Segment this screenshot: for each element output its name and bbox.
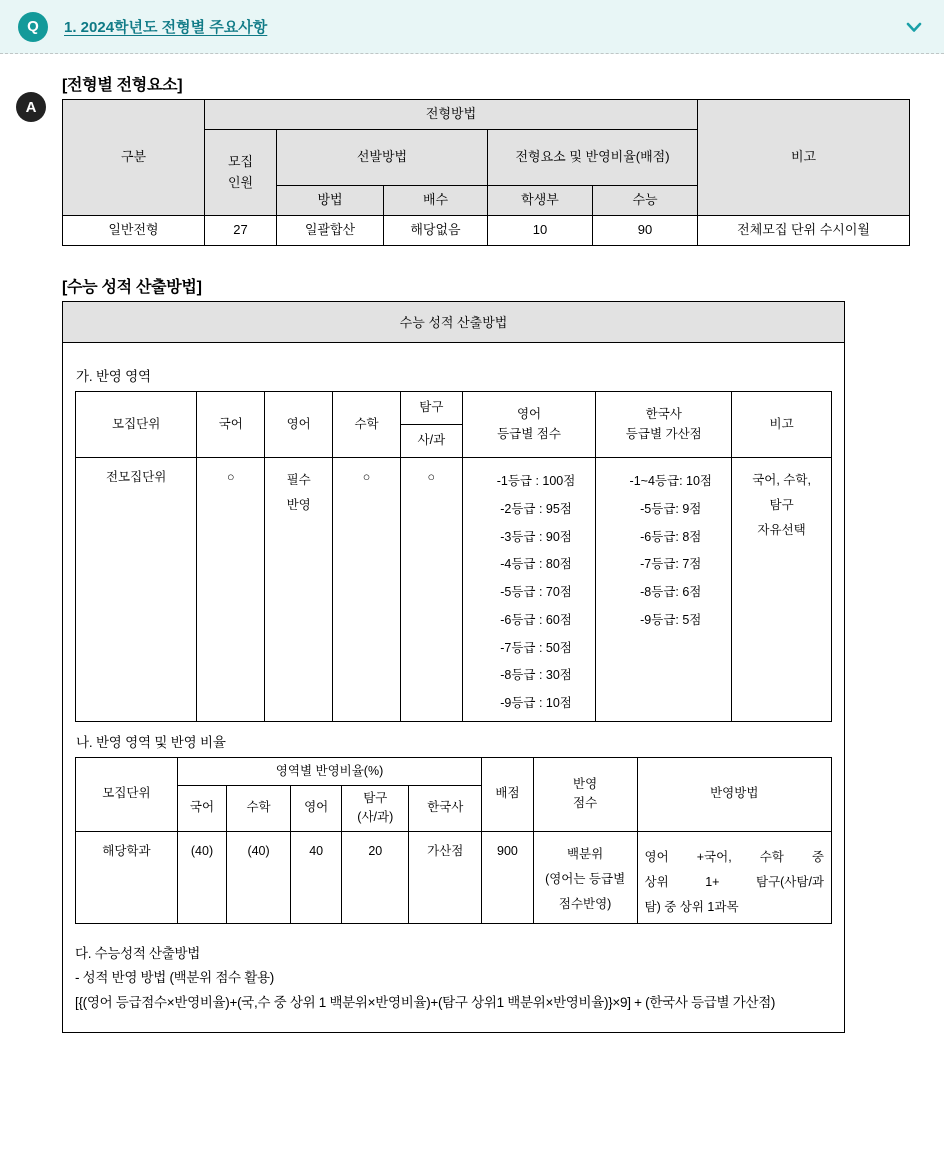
cell-remark: 전체모집 단위 수시이월: [698, 216, 910, 246]
table-row: [63, 216, 910, 246]
table-admission-elements: [62, 99, 910, 246]
header-math: 수학: [227, 785, 291, 831]
table-row: [63, 100, 910, 130]
question-badge: Q: [18, 12, 48, 42]
score-item: -2등급 : 95점: [500, 501, 572, 516]
header-history-bonus: [596, 392, 732, 458]
question-title[interactable]: 1. 2024학년도 전형별 주요사항: [64, 19, 268, 36]
cell-inquiry: 20: [342, 831, 409, 923]
score-item: -8등급: 6점: [640, 585, 702, 599]
header-korean: 국어: [197, 392, 265, 458]
reflect-score-line: (영어는 등급별: [545, 871, 626, 886]
cell-english-line1: 필수: [286, 473, 311, 487]
header-inquiry: 탐구: [400, 392, 462, 425]
cell-history-scores: [596, 458, 732, 722]
remark-line: 탐구: [769, 498, 794, 512]
header-history-line2: 등급별 가산점: [625, 426, 702, 441]
header-history: 한국사: [409, 785, 482, 831]
score-item: -9등급 : 10점: [500, 696, 572, 710]
cell-reflect-score: [533, 831, 637, 923]
cell-english: [265, 458, 333, 722]
cell-korean: ○: [197, 458, 265, 722]
remark-line: 국어, 수학,: [752, 473, 811, 487]
suneung-calc-box-body: [63, 343, 844, 1032]
header-inquiry-line1: 탐구: [363, 790, 388, 805]
cell-math: ○: [333, 458, 401, 722]
header-ratio-group: 영역별 반영비율(%): [177, 757, 481, 785]
header-allocation: 배점: [482, 757, 533, 831]
header-remark: 비고: [732, 392, 832, 458]
answer-badge: A: [16, 92, 46, 122]
score-item: -1~4등급: 10점: [629, 474, 712, 488]
cell-history: 가산점: [409, 831, 482, 923]
cell-english-line2: 반영: [286, 498, 311, 512]
header-reflect-score: [533, 757, 637, 831]
cell-math: (40): [227, 831, 291, 923]
reflect-score-line: 점수반영): [558, 896, 612, 911]
cell-unit: 해당학과: [76, 831, 178, 923]
score-item: -5등급: 9점: [640, 501, 702, 516]
question-header[interactable]: [0, 0, 944, 54]
header-remark: 비고: [698, 100, 910, 216]
cell-school-record: 10: [488, 216, 593, 246]
cell-gubun: 일반전형: [63, 216, 205, 246]
sublabel-reflect-areas: 가. 반영 영역: [76, 369, 151, 384]
cell-suneung: 90: [593, 216, 698, 246]
remark-line: 자유선택: [757, 523, 806, 537]
cell-english: 40: [290, 831, 341, 923]
header-suneung: 수능: [593, 186, 698, 216]
header-inquiry: [342, 785, 409, 831]
header-quota-line1: 모집: [227, 154, 254, 170]
table-row: [76, 392, 832, 425]
table-row: [76, 831, 832, 923]
cell-reflect-method: [637, 831, 831, 923]
score-item: -4등급 : 80점: [500, 557, 572, 572]
answer-section: [0, 54, 944, 1033]
header-english-grade-score: [462, 392, 596, 458]
header-school-record: 학생부: [488, 186, 593, 216]
reflect-method-line: 상위 1+ 탐구(사탐/과: [644, 874, 824, 889]
section-title-admission-elements: [전형별 전형요소]: [62, 77, 183, 94]
header-gubun: 구분: [63, 100, 205, 216]
cell-unit: 전모집단위: [76, 458, 197, 722]
score-item: -3등급 : 90점: [500, 529, 572, 544]
header-unit: 모집단위: [76, 392, 197, 458]
table-reflect-areas: [75, 391, 832, 722]
calc-label: 다. 수능성적 산출방법: [75, 945, 201, 961]
cell-english-grade-scores: [462, 458, 596, 722]
chevron-down-icon[interactable]: [902, 15, 926, 39]
header-unit: 모집단위: [76, 757, 178, 831]
header-quota: [205, 130, 277, 216]
sublabel-reflect-ratio: 나. 반영 영역 및 반영 비율: [76, 734, 226, 750]
score-item: -6등급: 8점: [640, 529, 702, 544]
table-row: [76, 757, 832, 785]
suneung-calc-box: [62, 301, 845, 1033]
score-item: -1등급 : 100점: [496, 474, 576, 488]
header-reflect-score-line1: 반영: [573, 776, 598, 791]
score-item: -5등급 : 70점: [500, 585, 572, 599]
header-english: 영어: [265, 392, 333, 458]
header-method: 전형방법: [205, 100, 698, 130]
header-elements-ratio: 전형요소 및 반영비율(배점): [488, 130, 698, 186]
suneung-calc-box-header: 수능 성적 산출방법: [63, 302, 844, 343]
header-inquiry-sub: 사/과: [400, 425, 462, 458]
header-english-grade-line1: 영어: [516, 407, 542, 422]
calc-line1: - 성적 반영 방법 (백분위 점수 활용): [75, 970, 274, 986]
header-english-grade-line2: 등급별 점수: [497, 426, 561, 441]
suneung-calc-description: [75, 942, 832, 1017]
header-inquiry-line2: (사/과): [357, 810, 394, 825]
header-how: 방법: [277, 186, 384, 216]
score-item: -7등급: 7점: [640, 557, 702, 572]
header-reflect-method: 반영방법: [637, 757, 831, 831]
cell-how: 일괄합산: [277, 216, 384, 246]
score-item: -7등급 : 50점: [500, 640, 572, 655]
header-history-line1: 한국사: [645, 407, 682, 422]
reflect-method-line: 탐) 중 상위 1과목: [644, 899, 739, 914]
header-english: 영어: [290, 785, 341, 831]
header-korean: 국어: [177, 785, 226, 831]
header-multiple: 배수: [384, 186, 488, 216]
calc-formula: [{(영어 등급점수×반영비율)+(국,수 중 상위 1 백분위×반영비율)+(탐구 상위1 백분위×반영비율)}×9] + (한국사 등급별 가산점): [75, 995, 776, 1011]
table-reflect-ratio: [75, 757, 832, 924]
score-item: -8등급 : 30점: [500, 668, 572, 683]
header-quota-line2: 인원: [227, 174, 254, 190]
header-selection: 선발방법: [277, 130, 488, 186]
cell-remark: [732, 458, 832, 722]
cell-korean: (40): [177, 831, 226, 923]
header-reflect-score-line2: 점수: [573, 796, 598, 811]
header-math: 수학: [333, 392, 401, 458]
cell-quota: 27: [205, 216, 277, 246]
cell-inquiry: ○: [400, 458, 462, 722]
reflect-method-line: 영어 +국어, 수학 중: [644, 849, 824, 864]
answer-body: [0, 72, 944, 1033]
cell-multiple: 해당없음: [384, 216, 488, 246]
cell-allocation: 900: [482, 831, 533, 923]
reflect-score-line: 백분위: [566, 846, 604, 861]
section-title-suneung-calc: [수능 성적 산출방법]: [62, 279, 202, 296]
score-item: -6등급 : 60점: [500, 612, 572, 627]
table-row: [76, 458, 832, 722]
score-item: -9등급: 5점: [640, 612, 702, 627]
